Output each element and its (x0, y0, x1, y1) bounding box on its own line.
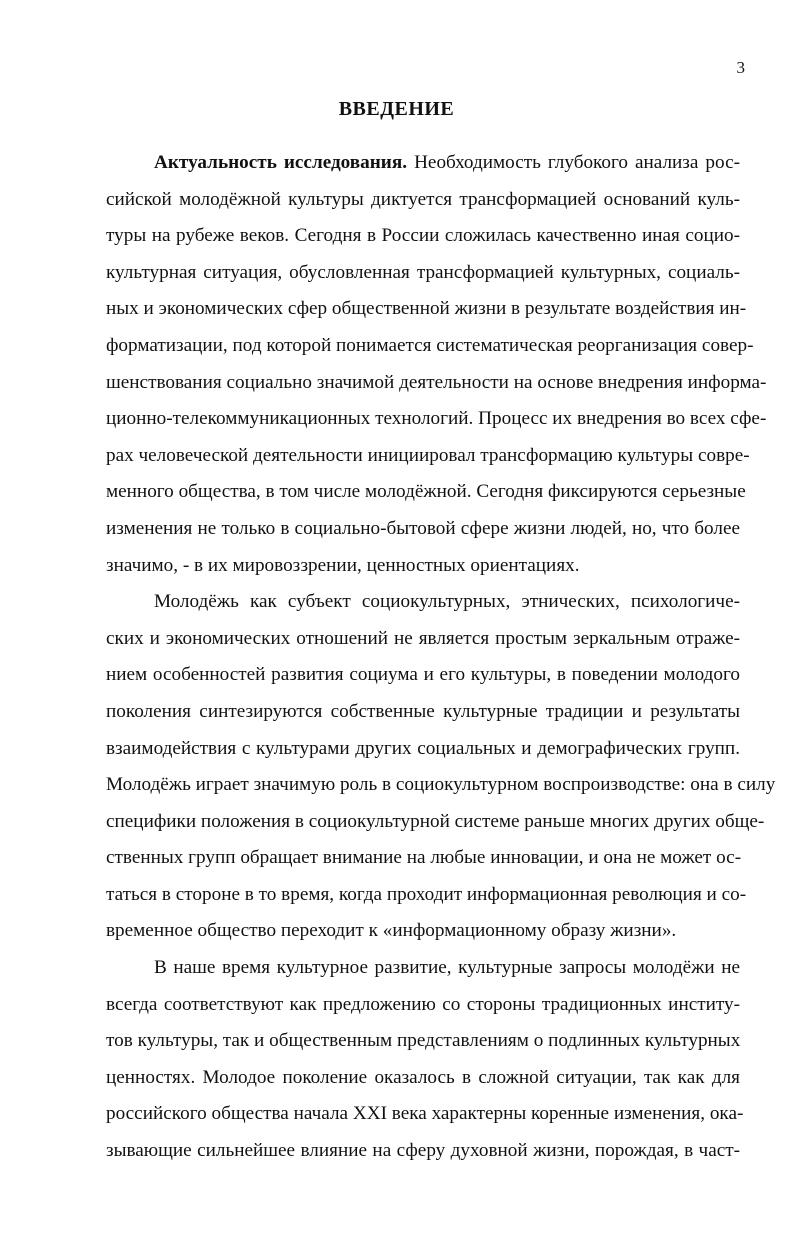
text-line: ных и экономических сфер общественной жизни в результате воздействия ин- (106, 298, 747, 320)
body-text (106, 145, 776, 1170)
text-line: таться в стороне в то время, когда проходит информационная революция и со- (106, 883, 747, 905)
text-line: ских и экономических отношений не является простым зеркальным отраже- (106, 627, 740, 649)
text-line: Молодёжь играет значимую роль в социокультурном воспроизводстве: она в силу (106, 774, 776, 796)
text-line: поколения синтезируются собственные культурные традиции и результаты (106, 700, 740, 722)
text-line: ценностях. Молодое поколение оказалось в сложной ситуации, так как для (106, 1066, 740, 1088)
text-line: культурная ситуация, обусловленная трансформацией культурных, социаль- (106, 261, 740, 283)
text-line: В наше время культурное развитие, культурные запросы молодёжи не (154, 957, 740, 979)
page-number: 3 (736, 58, 745, 77)
page-title: ВВЕДЕНИЕ (338, 98, 455, 120)
text-line: Молодёжь как субъект социокультурных, этнических, психологиче- (154, 591, 740, 613)
paragraph-lead: Актуальность исследования. (154, 152, 408, 173)
paragraph-youth-subject (106, 584, 776, 950)
text-line: менного общества, в том числе молодёжной. Сегодня фиксируются серьезные (106, 481, 746, 503)
text-line: ционно-телекоммуникационных технологий. Процесс их внедрения во всех сфе- (106, 408, 767, 430)
text-line: ственных групп обращает внимание на любые инновации, и она не может ос- (106, 847, 742, 869)
text-line: взаимодействия с культурами других социальных и демографических групп. (106, 737, 740, 759)
text-line: специфики положения в социокультурной системе раньше многих других обще- (106, 810, 765, 832)
text-line: тов культуры, так и общественным представлениям о подлинных культурных (106, 1030, 741, 1052)
text-line: шенствования социально значимой деятельности на основе внедрения информа- (106, 371, 767, 393)
text-line: Актуальность исследования. Необходимость глубокого анализа рос- (154, 152, 740, 173)
text-line: изменения не только в социально-бытовой сфере жизни людей, но, что более (106, 517, 740, 539)
text-line: форматизации, под которой понимается систематическая реорганизация совер- (106, 334, 754, 356)
text-line: сийской молодёжной культуры диктуется трансформацией оснований куль- (106, 188, 740, 210)
text-line: туры на рубеже веков. Сегодня в России сложилась качественно иная социо- (106, 225, 740, 247)
text-line: всегда соответствуют как предложению со стороны традиционных институ- (106, 993, 740, 1015)
paragraph-relevance (106, 145, 767, 584)
text-line: российского общества начала XXI века характерны коренные изменения, ока- (106, 1103, 744, 1125)
text-line: временное общество переходит к «информационному образу жизни». (106, 920, 677, 942)
text-line: значимо, - в их мировоззрении, ценностных ориентациях. (106, 554, 580, 576)
paragraph-cultural-development (106, 950, 744, 1170)
text-line: зывающие сильнейшее влияние на сферу духовной жизни, порождая, в част- (106, 1140, 740, 1162)
text-line: нием особенностей развития социума и его культуры, в поведении молодого (106, 664, 740, 686)
text-line: рах человеческой деятельности инициировал трансформацию культуры совре- (106, 444, 750, 466)
